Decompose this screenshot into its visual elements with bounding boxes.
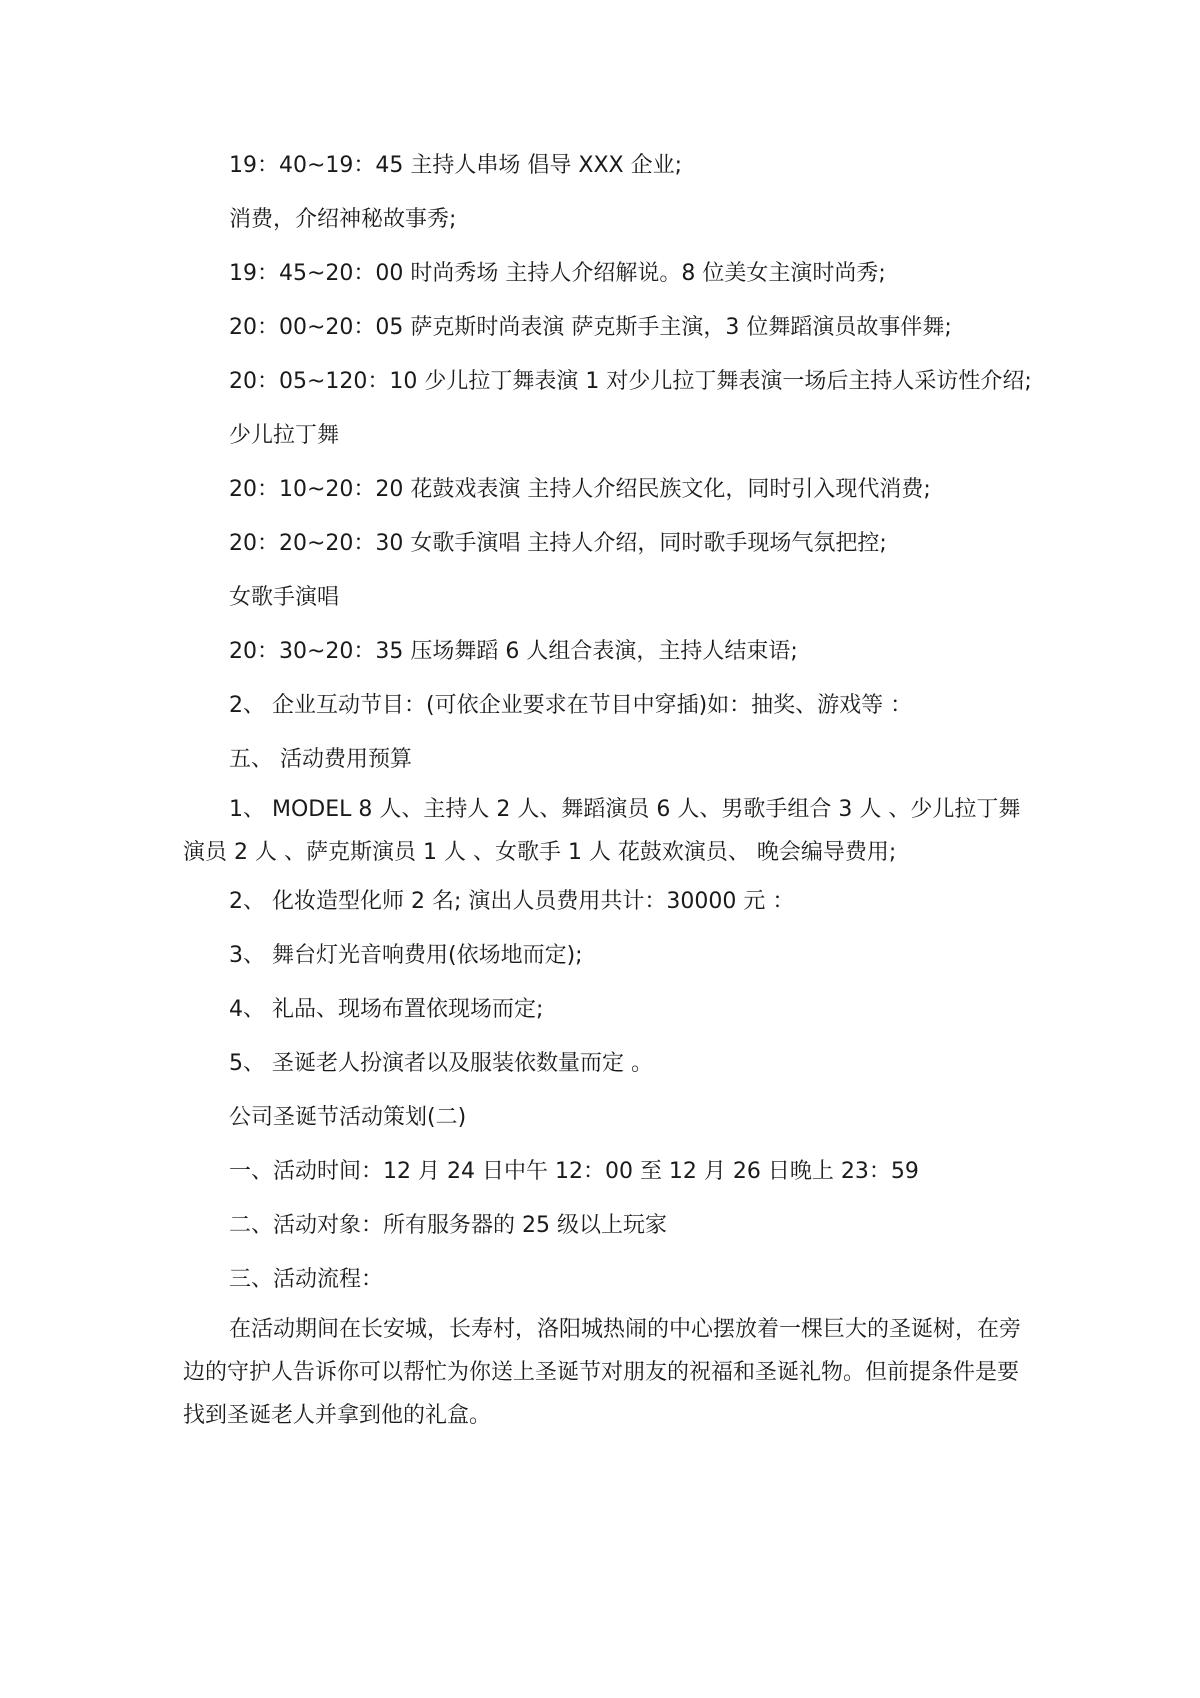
schedule-line-finale-dance: 20：30~20：35 压场舞蹈 6 人组合表演，主持人结束语; (229, 639, 798, 664)
schedule-line-host-intro: 19：40~19：45 主持人串场 倡导 XXX 企业; (229, 153, 683, 178)
schedule-line-female-singer: 20：20~20：30 女歌手演唱 主持人介绍，同时歌手现场气氛把控; (229, 531, 887, 556)
budget-item-3: 3、 舞台灯光音响费用(依场地而定); (229, 943, 583, 968)
activity-process-heading: 三、活动流程： (229, 1267, 384, 1292)
activity-time-line: 一、活动时间：12 月 24 日中午 12：00 至 12 月 26 日晚上 23：59 (229, 1159, 919, 1184)
budget-item-4: 4、 礼品、现场布置依现场而定; (229, 997, 544, 1022)
budget-item-5: 5、 圣诞老人扮演者以及服装依数量而定 。 (229, 1051, 653, 1076)
text-line-female-singer: 女歌手演唱 (229, 585, 340, 610)
budget-item-1-text: 1、 MODEL 8 人、主持人 2 人、舞蹈演员 6 人、男歌手组合 3 人 、少儿拉丁舞演员 2 人 、萨克斯演员 1 人 、女歌手 1 人 花鼓欢演员、 晚会编导费用; (183, 797, 1021, 865)
schedule-line-saxophone: 20：00~20：05 萨克斯时尚表演 萨克斯手主演，3 位舞蹈演员故事伴舞; (229, 315, 952, 340)
section-title-plan-two: 公司圣诞节活动策划(二) (229, 1105, 467, 1130)
schedule-line-fashion-show: 19：45~20：00 时尚秀场 主持人介绍解说。8 位美女主演时尚秀; (229, 261, 886, 286)
budget-item-2: 2、 化妆造型化师 2 名; 演出人员费用共计：30000 元 ： (229, 889, 795, 914)
schedule-line-flower-drum: 20：10~20：20 花鼓戏表演 主持人介绍民族文化，同时引入现代消费; (229, 477, 931, 502)
activity-audience-line: 二、活动对象：所有服务器的 25 级以上玩家 (229, 1213, 667, 1238)
schedule-line-latin-dance: 20：05~120：10 少儿拉丁舞表演 1 对少儿拉丁舞表演一场后主持人采访性介绍; (229, 369, 1032, 394)
section-heading-budget: 五、 活动费用预算 (229, 747, 412, 772)
budget-item-1-paragraph (183, 788, 1023, 874)
activity-description-paragraph (183, 1308, 1023, 1437)
list-item-interactive-program: 2、 企业互动节目：(可依企业要求在节目中穿插)如：抽奖、游戏等 ： (229, 693, 913, 718)
activity-description-text: 在活动期间在长安城，长寿村，洛阳城热闹的中心摆放着一棵巨大的圣诞树，在旁边的守护人告诉你可以帮忙为你送上圣诞节对朋友的祝福和圣诞礼物。但前提条件是要找到圣诞老人并拿到他的礼盒。 (183, 1317, 1022, 1428)
text-line-latin-dance: 少儿拉丁舞 (229, 423, 340, 448)
text-line-consumption: 消费，介绍神秘故事秀; (229, 207, 457, 232)
